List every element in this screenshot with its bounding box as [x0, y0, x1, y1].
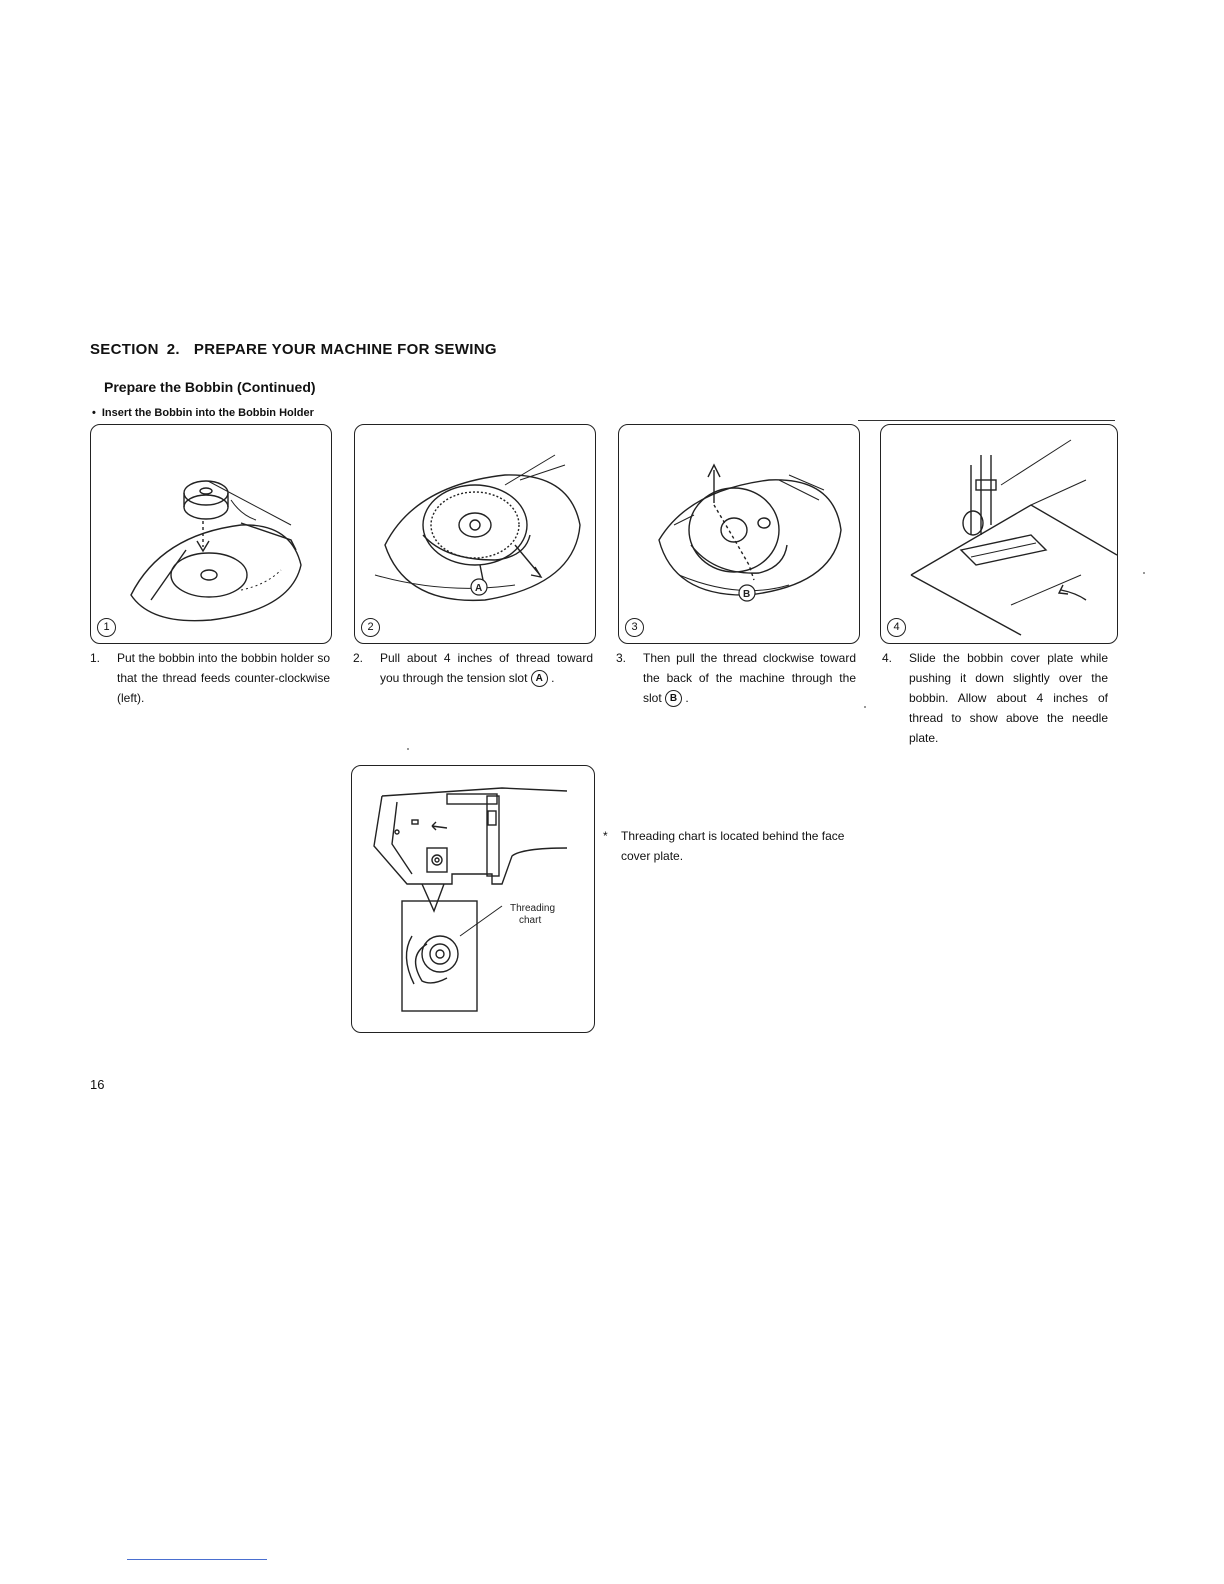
- section-title: PREPARE YOUR MACHINE FOR SEWING: [193, 341, 497, 358]
- caption-step-1: [90, 648, 330, 708]
- speck: [864, 706, 866, 708]
- caption-3-text: Then pull the thread clockwise toward the back of the machine through the slot: [643, 651, 856, 705]
- face-cover-illustration: [352, 766, 594, 1032]
- caption-step-3: [616, 648, 856, 708]
- caption-step-4: [882, 648, 1108, 748]
- marker-a: A: [531, 670, 548, 687]
- speck: [407, 748, 409, 750]
- bullet-text: Insert the Bobbin into the Bobbin Holder: [101, 407, 314, 419]
- figure-step-2: [354, 424, 596, 644]
- step-2-circle-number: 2: [361, 618, 380, 637]
- figure-step-4: [880, 424, 1118, 644]
- step-3-circle-number: 3: [625, 618, 644, 637]
- top-right-rule: [858, 420, 1115, 421]
- caption-3-end: .: [685, 691, 689, 705]
- caption-4-text: Slide the bobbin cover plate while pushing it down slightly over the bobbin. Allow about 4 inches of thread to show above the needle plate.: [909, 651, 1108, 745]
- slot-b-illustration: [619, 425, 859, 643]
- section-heading: [90, 341, 497, 358]
- caption-1-number: 1.: [90, 651, 101, 665]
- note-text: Threading chart is located behind the face cover plate.: [621, 829, 845, 863]
- page-number: 16: [90, 1077, 105, 1092]
- section-label: SECTION: [90, 341, 159, 358]
- tension-slot-illustration: [355, 425, 595, 643]
- section-number: 2.: [166, 341, 180, 358]
- threading-label-line2: chart: [519, 915, 542, 926]
- step-1-circle-number: 1: [97, 618, 116, 637]
- svg-text:A: A: [475, 583, 483, 594]
- bullet-dot: •: [92, 407, 96, 419]
- figure-step-3: [618, 424, 860, 644]
- threading-note: [603, 826, 853, 866]
- caption-2-text: Pull about 4 inches of thread toward you through the tension slot: [380, 651, 593, 685]
- caption-2-number: 2.: [353, 651, 364, 665]
- bullet-heading: [92, 407, 314, 419]
- caption-2-end: .: [551, 671, 555, 685]
- figure-step-1: [90, 424, 332, 644]
- footer-rule: [127, 1559, 267, 1560]
- caption-1-text: Put the bobbin into the bobbin holder so that the thread feeds counter-clockwise (left).: [117, 651, 330, 705]
- caption-step-2: [353, 648, 593, 688]
- step-4-circle-number: 4: [887, 618, 906, 637]
- subheading: Prepare the Bobbin (Continued): [104, 379, 316, 395]
- speck: [1143, 572, 1145, 574]
- caption-4-number: 4.: [882, 651, 893, 665]
- threading-chart-figure: [351, 765, 595, 1033]
- bobbin-insert-illustration: [91, 425, 331, 643]
- note-star: *: [603, 829, 608, 843]
- svg-text:B: B: [743, 589, 751, 600]
- threading-label-line1: Threading: [510, 903, 556, 914]
- caption-3-number: 3.: [616, 651, 627, 665]
- marker-b: B: [665, 690, 682, 707]
- cover-plate-illustration: [881, 425, 1117, 643]
